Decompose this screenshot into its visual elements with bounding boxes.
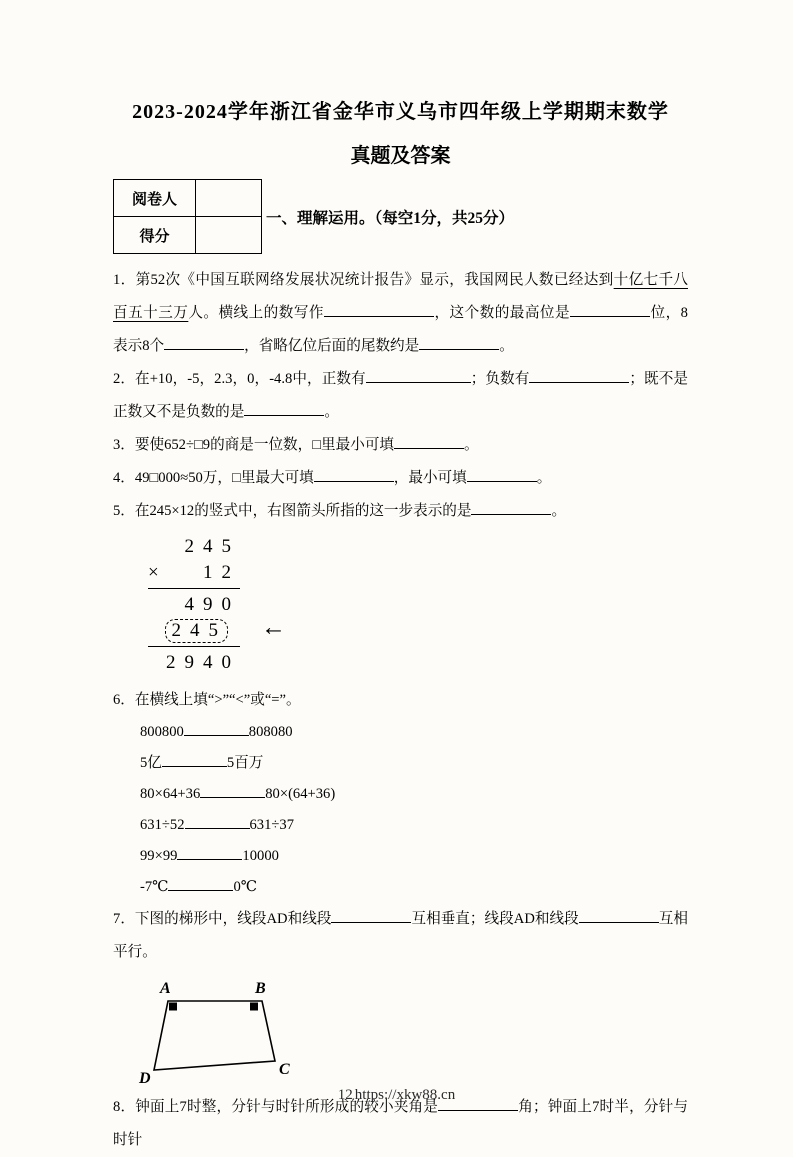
- q3-blank-1: [394, 435, 464, 449]
- q6-item-3-left: 80×64+36: [140, 786, 201, 802]
- vm-rule-2: [148, 646, 240, 647]
- q6-item-6-left: -7℃: [140, 879, 169, 895]
- q7-text-1: 7．下图的梯形中，线段AD和线段: [113, 911, 332, 927]
- title-line-1: 2023-2024学年浙江省金华市义乌市四年级上学期期末数学: [132, 101, 669, 123]
- q6-item-3: [113, 779, 688, 810]
- grader-value-cell: [196, 180, 262, 217]
- score-value-cell: [196, 217, 262, 254]
- q7-blank-1: [331, 909, 411, 923]
- vm-multiplier-row: [148, 560, 240, 586]
- score-table: [113, 179, 262, 254]
- q1-blank-1: [324, 303, 434, 317]
- q2-blank-1: [366, 369, 471, 383]
- q6-item-2: [113, 748, 688, 779]
- question-1: [113, 264, 688, 363]
- trapezoid-outline: [154, 1001, 275, 1070]
- q8-text-1: 8．钟面上7时整，分针与时针所形成的较小夹角是: [113, 1099, 439, 1115]
- trapezoid-figure: [138, 975, 688, 1087]
- q6-item-4: [113, 810, 688, 841]
- q6-item-4-left: 631÷52: [140, 817, 185, 833]
- page-footer: [0, 1087, 793, 1104]
- question-2: [113, 363, 688, 429]
- q5-text-2: 。: [551, 503, 567, 519]
- score-label: 得分: [114, 217, 196, 254]
- q1-underlined-number: 十亿七千八百五十三万: [113, 272, 688, 321]
- q6-blank-4: [185, 815, 250, 829]
- q6-item-2-right: 5百万: [226, 755, 264, 771]
- q2-text-3: ；既不是正数又不是负数的是: [113, 371, 688, 420]
- q2-blank-2: [529, 369, 629, 383]
- vertex-label-a: A: [160, 980, 171, 997]
- q2-blank-3: [244, 402, 324, 416]
- vm-partial-product-2-boxed: 245: [165, 619, 229, 643]
- grader-row: [114, 180, 262, 217]
- q2-text-4: 。: [324, 404, 339, 420]
- vertex-label-b: B: [255, 980, 266, 997]
- q3-text-2: 。: [464, 437, 479, 453]
- vertical-multiplication-figure: [148, 534, 286, 676]
- question-4: [113, 462, 688, 495]
- q6-blank-5: [177, 846, 242, 860]
- q1-text-5: ，省略亿位后面的尾数约是: [244, 338, 420, 354]
- score-table-row: [113, 179, 688, 254]
- q6-item-4-right: 631÷37: [249, 817, 294, 833]
- vertex-label-d: D: [139, 1070, 151, 1087]
- q4-text-1: 4．49□000≈50万，□里最大可填: [113, 470, 314, 486]
- q8-text-2: 角；钟面上7时半，分针与时针: [113, 1099, 688, 1148]
- q1-text-4: 位，8表示8个: [113, 305, 688, 354]
- page-number: 12: [337, 1087, 353, 1103]
- q6-item-5-right: 10000: [242, 848, 279, 864]
- q6-blank-1: [184, 722, 249, 736]
- q4-blank-1: [314, 468, 394, 482]
- q1-blank-3: [164, 336, 244, 350]
- q2-text-1: 2．在+10，-5，2.3，0，-4.8中，正数有: [113, 371, 366, 387]
- question-5: [113, 495, 688, 528]
- q4-text-2: ，最小可填: [393, 470, 467, 486]
- q6-item-1: [113, 717, 688, 748]
- q6-item-1-left: 800800: [140, 724, 184, 740]
- q6-blank-3: [200, 784, 265, 798]
- trapezoid-svg: [138, 975, 313, 1087]
- q1-text-1: 1．第52次《中国互联网络发展状况统计报告》显示，我国网民人数已经达到: [113, 272, 614, 288]
- q6-item-2-left: 5亿: [140, 755, 162, 771]
- q6-item-1-right: 808080: [248, 724, 293, 740]
- left-arrow-icon: ←: [261, 614, 286, 641]
- q6-item-6: [113, 872, 688, 903]
- q6-blank-6: [168, 877, 233, 891]
- question-6: [113, 684, 688, 717]
- vm-partial-product-1: 490: [184, 594, 240, 615]
- q2-text-2: ；负数有: [470, 371, 530, 387]
- q4-blank-2: [467, 468, 537, 482]
- q7-blank-2: [579, 909, 659, 923]
- q6-item-5: [113, 841, 688, 872]
- q6-item-3-right: 80×(64+36): [265, 786, 336, 802]
- title-line-2: 真题及答案: [350, 145, 451, 167]
- q1-text-6: 。: [499, 338, 514, 354]
- q1-text-3: ，这个数的最高位是: [433, 305, 571, 321]
- score-row: [114, 217, 262, 254]
- vm-rule-1: [148, 588, 240, 589]
- q6-blank-2: [162, 753, 227, 767]
- q1-blank-2: [570, 303, 650, 317]
- right-angle-mark-b: [250, 1003, 258, 1011]
- q5-text-1: 5．在245×12的竖式中，右图箭头所指的这一步表示的是: [113, 503, 472, 519]
- q1-blank-4: [419, 336, 499, 350]
- q6-item-5-left: 99×99: [140, 848, 178, 864]
- q6-item-6-right: 0℃: [233, 879, 258, 895]
- q4-text-3: 。: [536, 470, 552, 486]
- footer-url-link[interactable]: https://xkw88.cn: [354, 1087, 456, 1103]
- vm-multiplier: 12: [203, 562, 240, 583]
- vm-partial-product-2-row: [148, 614, 286, 644]
- vm-product: 2940: [166, 652, 240, 673]
- q5-blank-1: [471, 501, 551, 515]
- right-angle-mark-a: [169, 1003, 177, 1011]
- question-7: [113, 903, 688, 969]
- question-3: [113, 429, 688, 462]
- q6-text-1: 6．在横线上填“>”“<”或“=”。: [113, 692, 301, 708]
- section-heading: 一、理解运用。（每空1分，共25分）: [266, 209, 515, 227]
- vm-multiplicand: 245: [184, 536, 240, 557]
- q7-text-3: 互相平行。: [113, 911, 688, 960]
- page-title: [113, 97, 688, 171]
- grader-label: 阅卷人: [114, 180, 196, 217]
- q3-text-1: 3．要使652÷□9的商是一位数，□里最小可填: [113, 437, 395, 453]
- multiply-sign-icon: ×: [148, 562, 159, 583]
- q1-text-2: 人。横线上的数写作: [188, 305, 324, 321]
- q7-text-2: 互相垂直；线段AD和线段: [411, 911, 579, 927]
- vertex-label-c: C: [279, 1061, 290, 1078]
